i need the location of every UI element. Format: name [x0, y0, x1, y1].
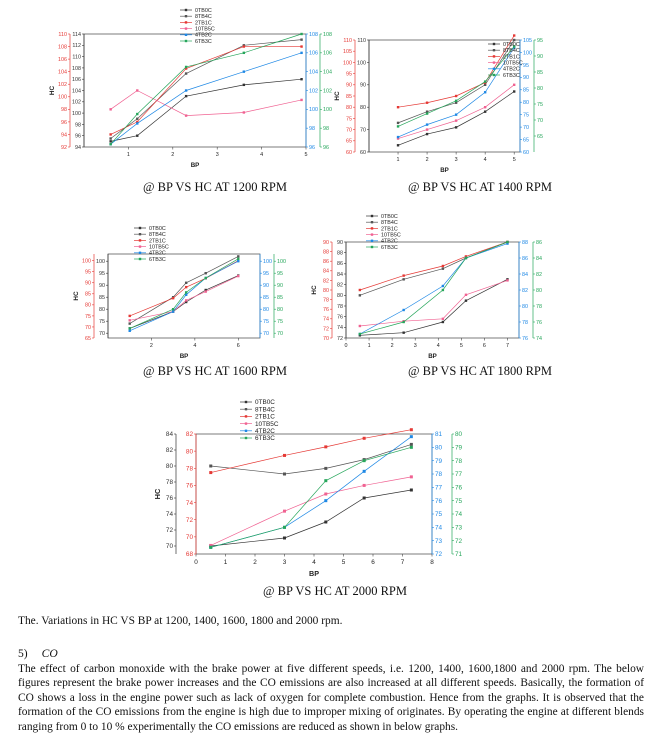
data-point-2tb1c: [410, 428, 413, 431]
y-tick-label: 85: [537, 69, 543, 76]
y-tick-label: 80: [85, 302, 91, 309]
y-tick-label: 82: [337, 282, 343, 289]
y-tick-label: 76: [185, 482, 193, 490]
y-tick-label: 100: [82, 258, 91, 265]
y-tick-label: 86: [536, 239, 542, 246]
data-point-0tb0c: [410, 489, 413, 492]
y-tick-label: 90: [523, 75, 529, 82]
x-tick-label: 6: [371, 558, 375, 566]
legend-label: 4TB2C: [149, 250, 166, 257]
y-tick-label: 94: [75, 144, 81, 151]
x-tick-label: 3: [413, 342, 417, 349]
legend-label: 8TB4C: [503, 48, 520, 55]
y-tick-label: 100: [357, 60, 366, 67]
x-tick-label: 4: [436, 342, 440, 349]
y-tick-label: 94: [61, 132, 67, 139]
y-tick-label: 78: [185, 465, 193, 473]
legend-label: 0TB0C: [195, 7, 212, 14]
y-tick-label: 72: [435, 551, 443, 559]
y-tick-label: 114: [72, 31, 81, 38]
x-tick-label: 3: [454, 156, 458, 163]
data-point-10tb5c: [283, 510, 286, 513]
series-line-4tb2c: [211, 437, 412, 548]
y-tick-label: 84: [165, 431, 173, 439]
y-tick-label: 95: [537, 37, 543, 44]
x-tick-label: 1: [367, 342, 371, 349]
y-tick-label: 74: [323, 316, 329, 323]
y-tick-label: 90: [99, 283, 105, 290]
y-tick-label: 78: [522, 319, 528, 326]
y-tick-label: 70: [323, 335, 329, 342]
y-tick-label: 73: [455, 524, 463, 532]
series-line-6tb3c: [211, 447, 412, 547]
y-tick-label: 95: [263, 271, 269, 278]
y-tick-label: 88: [522, 239, 528, 246]
y-tick-label: 100: [523, 50, 532, 57]
y-tick-label: 80: [263, 307, 269, 314]
legend-label: 8TB4C: [255, 406, 275, 414]
y-axis-label: HC: [334, 91, 341, 101]
y-tick-label: 75: [455, 497, 463, 505]
y-tick-label: 70: [185, 534, 193, 542]
y-tick-label: 100: [277, 259, 286, 266]
y-tick-label: 78: [337, 303, 343, 310]
x-tick-label: 2: [171, 151, 175, 158]
y-tick-label: 60: [346, 149, 352, 156]
y-tick-label: 108: [58, 44, 67, 51]
x-tick-label: 4: [193, 342, 197, 349]
data-point-2tb1c: [209, 471, 212, 474]
y-axis-label: HC: [49, 85, 56, 96]
y-tick-label: 100: [343, 60, 352, 67]
y-tick-label: 70: [99, 331, 105, 338]
legend-label: 2TB1C: [255, 413, 275, 421]
legend-label: 10TB5C: [149, 244, 169, 251]
y-tick-label: 110: [357, 37, 366, 44]
y-tick-label: 80: [185, 448, 193, 456]
y-tick-label: 98: [61, 107, 67, 114]
y-axis-label: HC: [153, 488, 162, 500]
y-tick-label: 84: [522, 271, 528, 278]
y-tick-label: 80: [523, 100, 529, 107]
data-point-6tb3c: [283, 526, 286, 529]
legend-marker: [245, 437, 247, 439]
legend-label: 4TB2C: [381, 238, 398, 245]
y-tick-label: 90: [360, 82, 366, 89]
y-tick-label: 75: [346, 116, 352, 123]
data-point-6tb3c: [209, 546, 212, 549]
y-tick-label: 102: [72, 99, 81, 106]
y-tick-label: 72: [165, 527, 173, 535]
y-tick-label: 102: [309, 88, 318, 95]
y-tick-label: 65: [85, 335, 91, 342]
legend-marker: [245, 422, 247, 424]
y-tick-label: 110: [343, 37, 352, 44]
y-tick-label: 74: [536, 335, 542, 342]
legend-marker: [245, 430, 247, 432]
y-tick-label: 77: [435, 484, 443, 492]
y-tick-label: 70: [360, 127, 366, 134]
series-line-2tb1c: [211, 430, 412, 473]
legend-label: 0TB0C: [381, 213, 398, 220]
y-tick-label: 78: [536, 303, 542, 310]
y-tick-label: 80: [537, 85, 543, 92]
x-tick-label: 2: [390, 342, 394, 349]
legend-label: 8TB4C: [149, 232, 166, 239]
body-paragraph: The effect of carbon monoxide with the brake power at five different speeds, i.e. 1200, 1400, 1600,1800 and 2000 rpm. The below figures represent the brake power increases and the CO emissions are also increased at all different speeds. Basically, the formation of CO shows a loss in the engine power such as lack of oxygen for complete combustion. Hence from the graphs. It is observed that the formation of the CO emissions from the engine is high due to improper mixing of originates. By operating the engine at different blends ranging from 0 to 10 % experimentally the CO emissions are reduced as shown in below graphs.: [18, 663, 644, 733]
y-tick-label: 84: [536, 255, 542, 262]
legend-label: 6TB3C: [149, 256, 166, 263]
y-tick-label: 95: [277, 271, 283, 278]
x-tick-label: 2: [425, 156, 429, 163]
legend-marker: [245, 415, 247, 417]
x-tick-label: 7: [505, 342, 509, 349]
y-tick-label: 65: [537, 133, 543, 140]
y-tick-label: 88: [337, 250, 343, 257]
caption-1800: @ BP VS HC AT 1800 RPM: [408, 364, 552, 378]
y-tick-label: 78: [435, 471, 443, 479]
x-axis-label: BP: [190, 161, 200, 169]
y-tick-label: 79: [435, 457, 443, 465]
legend-label: 8TB4C: [381, 220, 398, 227]
x-axis-label: BP: [428, 352, 437, 360]
y-tick-label: 70: [346, 127, 352, 134]
y-tick-label: 112: [72, 43, 81, 50]
legend-label: 4TB2C: [503, 66, 520, 73]
y-tick-label: 85: [85, 291, 91, 298]
x-tick-label: 1: [126, 151, 130, 158]
y-tick-label: 72: [337, 335, 343, 342]
y-tick-label: 85: [277, 295, 283, 302]
y-tick-label: 65: [346, 138, 352, 145]
y-tick-label: 98: [323, 126, 329, 133]
y-tick-label: 78: [455, 457, 463, 465]
y-tick-label: 74: [337, 325, 343, 332]
y-tick-label: 96: [309, 144, 315, 151]
y-axis-label: HC: [73, 291, 80, 301]
y-tick-label: 77: [455, 471, 463, 479]
y-tick-label: 102: [323, 88, 332, 95]
y-tick-label: 73: [435, 537, 443, 545]
y-tick-label: 90: [85, 280, 91, 287]
legend-label: 2TB1C: [149, 238, 166, 245]
y-tick-label: 98: [75, 122, 81, 129]
y-tick-label: 75: [537, 101, 543, 108]
x-tick-label: 3: [282, 558, 287, 566]
legend-label: 8TB4C: [195, 14, 212, 21]
x-tick-label: 0: [194, 558, 198, 566]
data-point-10tb5c: [363, 484, 366, 487]
y-tick-label: 68: [185, 551, 193, 559]
y-tick-label: 70: [263, 331, 269, 338]
y-tick-label: 80: [360, 105, 366, 112]
x-tick-label: 6: [236, 342, 240, 349]
y-tick-label: 108: [323, 31, 332, 38]
y-tick-label: 70: [85, 324, 91, 331]
x-tick-label: 3: [215, 151, 219, 158]
y-tick-label: 90: [263, 283, 269, 290]
data-point-2tb1c: [324, 445, 327, 448]
y-tick-label: 100: [72, 110, 81, 117]
y-tick-label: 104: [309, 69, 318, 76]
x-tick-label: 4: [483, 156, 487, 163]
x-tick-label: 5: [512, 156, 516, 163]
y-tick-label: 80: [323, 287, 329, 294]
section-title: CO: [41, 647, 58, 660]
y-tick-label: 105: [343, 49, 352, 56]
y-tick-label: 108: [309, 31, 318, 38]
legend-marker: [245, 401, 247, 403]
x-tick-label: 5: [304, 151, 308, 158]
data-point-10tb5c: [410, 475, 413, 478]
y-tick-label: 80: [337, 293, 343, 300]
y-tick-label: 76: [455, 484, 463, 492]
data-point-2tb1c: [283, 454, 286, 457]
data-point-6tb3c: [410, 446, 413, 449]
y-tick-label: 75: [277, 319, 283, 326]
data-point-6tb3c: [363, 459, 366, 462]
legend-label: 10TB5C: [195, 26, 215, 33]
legend-label: 0TB0C: [255, 399, 275, 407]
legend-label: 4TB2C: [255, 428, 275, 436]
y-tick-label: 86: [323, 259, 329, 266]
y-tick-label: 72: [323, 326, 329, 333]
data-point-2tb1c: [363, 437, 366, 440]
y-tick-label: 106: [58, 57, 67, 64]
y-tick-label: 100: [309, 107, 318, 114]
y-tick-label: 105: [523, 37, 532, 44]
y-tick-label: 104: [323, 69, 332, 76]
y-tick-label: 80: [165, 463, 173, 471]
data-point-6tb3c: [324, 479, 327, 482]
data-point-8tb4c: [283, 473, 286, 476]
x-tick-label: 2: [253, 558, 257, 566]
legend-label: 4TB2C: [195, 32, 212, 39]
caption-1600: @ BP VS HC AT 1600 RPM: [143, 364, 287, 378]
y-tick-label: 100: [323, 107, 332, 114]
y-tick-label: 98: [309, 126, 315, 133]
y-tick-label: 75: [85, 313, 91, 320]
y-tick-label: 104: [58, 69, 67, 76]
y-tick-label: 76: [337, 314, 343, 321]
y-tick-label: 70: [165, 543, 173, 551]
series-line-10tb5c: [211, 477, 412, 546]
y-tick-label: 60: [523, 149, 529, 156]
y-tick-label: 90: [346, 82, 352, 89]
y-tick-label: 82: [185, 431, 193, 439]
section-heading: [18, 647, 58, 660]
series-line-0tb0c: [211, 490, 412, 546]
legend-label: 6TB3C: [195, 38, 212, 45]
figure-caption: The. Variations in HC VS BP at 1200, 1400, 1600, 1800 and 2000 rpm.: [18, 615, 343, 627]
y-tick-label: 96: [75, 133, 81, 140]
x-tick-label: 6: [482, 342, 486, 349]
y-tick-label: 82: [536, 271, 542, 278]
caption-1200: @ BP VS HC AT 1200 RPM: [143, 180, 287, 194]
y-tick-label: 95: [523, 62, 529, 69]
x-tick-label: 0: [344, 342, 348, 349]
y-tick-label: 84: [323, 268, 329, 275]
y-tick-label: 80: [455, 431, 463, 439]
data-point-0tb0c: [324, 521, 327, 524]
section-number: 5): [18, 647, 28, 660]
legend-label: 6TB3C: [255, 435, 275, 443]
y-tick-label: 75: [523, 112, 529, 119]
y-tick-label: 85: [263, 295, 269, 302]
y-tick-label: 80: [522, 303, 528, 310]
y-tick-label: 88: [323, 249, 329, 256]
legend-label: 10TB5C: [255, 420, 279, 428]
y-tick-label: 74: [455, 511, 463, 519]
y-tick-label: 78: [165, 479, 173, 487]
y-tick-label: 100: [263, 259, 272, 266]
y-tick-label: 74: [185, 499, 193, 507]
y-tick-label: 85: [523, 87, 529, 94]
y-tick-label: 76: [522, 335, 528, 342]
y-tick-label: 96: [61, 119, 67, 126]
y-tick-label: 106: [72, 77, 81, 84]
data-point-0tb0c: [363, 497, 366, 500]
y-tick-label: 70: [277, 331, 283, 338]
y-tick-label: 60: [360, 149, 366, 156]
y-tick-label: 85: [99, 295, 105, 302]
y-tick-label: 90: [277, 283, 283, 290]
x-tick-label: 8: [430, 558, 434, 566]
y-axis-label: HC: [311, 285, 318, 295]
y-tick-label: 84: [337, 271, 343, 278]
x-tick-label: 1: [396, 156, 400, 163]
data-point-4tb2c: [363, 470, 366, 473]
data-point-8tb4c: [324, 467, 327, 470]
y-tick-label: 82: [165, 447, 173, 455]
y-tick-label: 95: [99, 271, 105, 278]
y-tick-label: 74: [165, 511, 173, 519]
x-tick-label: 4: [260, 151, 264, 158]
legend-label: 2TB1C: [381, 226, 398, 233]
legend-label: 2TB1C: [195, 20, 212, 27]
x-tick-label: 5: [459, 342, 463, 349]
y-tick-label: 72: [185, 516, 193, 524]
y-tick-label: 90: [323, 239, 329, 246]
y-tick-label: 75: [263, 319, 269, 326]
y-tick-label: 86: [337, 261, 343, 268]
data-point-4tb2c: [410, 435, 413, 438]
y-tick-label: 110: [58, 31, 67, 38]
y-tick-label: 110: [72, 54, 81, 61]
x-axis-label: BP: [440, 166, 449, 174]
y-tick-label: 104: [72, 88, 81, 95]
y-tick-label: 86: [522, 255, 528, 262]
y-tick-label: 108: [72, 65, 81, 72]
x-tick-label: 5: [341, 558, 346, 566]
y-tick-label: 90: [537, 53, 543, 60]
y-tick-label: 76: [536, 319, 542, 326]
y-tick-label: 82: [522, 287, 528, 294]
y-tick-label: 80: [435, 444, 443, 452]
y-tick-label: 100: [58, 94, 67, 101]
legend-label: 6TB3C: [503, 72, 520, 79]
legend-label: 10TB5C: [503, 60, 523, 67]
y-tick-label: 74: [435, 524, 443, 532]
y-tick-label: 76: [323, 307, 329, 314]
y-tick-label: 81: [435, 431, 443, 439]
y-tick-label: 80: [346, 105, 352, 112]
legend-label: 6TB3C: [381, 244, 398, 251]
y-tick-label: 75: [99, 319, 105, 326]
y-tick-label: 96: [323, 144, 329, 151]
y-tick-label: 75: [435, 511, 443, 519]
data-point-10tb5c: [324, 493, 327, 496]
caption-1400: @ BP VS HC AT 1400 RPM: [408, 180, 552, 194]
y-tick-label: 102: [58, 82, 67, 89]
y-tick-label: 95: [346, 71, 352, 78]
y-tick-label: 70: [537, 117, 543, 124]
x-tick-label: 7: [400, 558, 405, 566]
legend-label: 10TB5C: [381, 232, 401, 239]
x-axis-label: BP: [179, 352, 189, 360]
y-tick-label: 80: [99, 307, 105, 314]
data-point-8tb4c: [410, 443, 413, 446]
y-tick-label: 95: [85, 269, 91, 276]
caption-2000: @ BP VS HC AT 2000 RPM: [263, 584, 407, 598]
y-tick-label: 76: [435, 497, 443, 505]
legend-marker: [245, 408, 247, 410]
data-point-0tb0c: [283, 537, 286, 540]
y-tick-label: 65: [523, 137, 529, 144]
x-tick-label: 1: [223, 558, 228, 566]
y-tick-label: 82: [323, 278, 329, 285]
data-point-8tb4c: [209, 465, 212, 468]
y-tick-label: 85: [346, 93, 352, 100]
y-tick-label: 78: [323, 297, 329, 304]
y-tick-label: 79: [455, 444, 463, 452]
x-axis-label: BP: [309, 568, 319, 578]
legend-label: 0TB0C: [503, 41, 520, 48]
y-tick-label: 80: [277, 307, 283, 314]
y-tick-label: 72: [455, 537, 463, 545]
legend-label: 0TB0C: [149, 225, 166, 232]
y-tick-label: 90: [337, 239, 343, 246]
x-tick-label: 4: [312, 558, 316, 566]
y-tick-label: 80: [536, 287, 542, 294]
y-tick-label: 70: [523, 125, 529, 132]
y-tick-label: 106: [323, 50, 332, 57]
x-tick-label: 2: [149, 342, 153, 349]
y-tick-label: 71: [455, 551, 463, 559]
y-tick-label: 100: [96, 259, 105, 266]
y-tick-label: 92: [61, 144, 67, 151]
legend-label: 2TB1C: [503, 54, 520, 61]
y-tick-label: 106: [309, 50, 318, 57]
y-tick-label: 76: [165, 495, 173, 503]
data-point-4tb2c: [324, 499, 327, 502]
